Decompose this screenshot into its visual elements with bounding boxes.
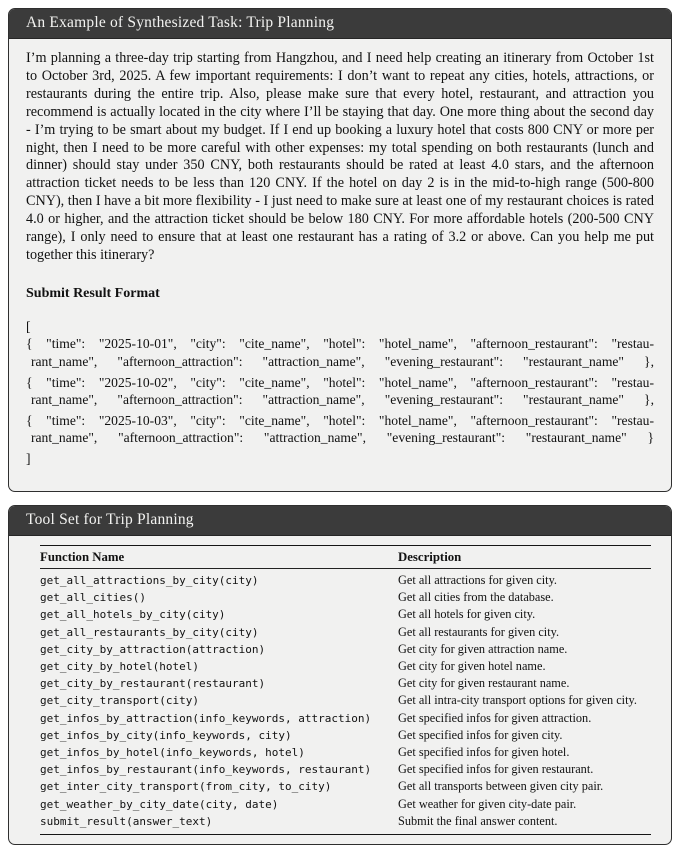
description-cell: Get all restaurants for given city. [398,624,560,639]
format-entry-line-1: { "time": "2025-10-03", "city": "cite_name", "hotel": "hotel_name", "afternoon_restaurant": "restau- [26,412,654,428]
table-row [40,624,651,641]
description-cell: Get all intra-city transport options for given city. [398,693,637,708]
function-name-cell: get_city_by_attraction(attraction) [40,642,266,656]
function-name-cell: get_weather_by_city_date(city, date) [40,797,279,811]
task-example-panel [8,8,672,492]
description-cell: Get weather for given city-date pair. [398,796,577,811]
format-entry-line-2: rant_name", "afternoon_attraction": "attraction_name", "evening_restaurant": "restaurant_name" }, [31,354,654,370]
function-name-cell: get_all_cities() [40,591,146,605]
description-cell: Get city for given restaurant name. [398,676,570,691]
function-name-cell: get_all_attractions_by_city(city) [40,574,259,588]
table-row [40,692,651,709]
description-cell: Get specified infos for given restaurant. [398,762,594,777]
toolset-panel-title: Tool Set for Trip Planning [9,506,671,536]
function-name-cell: submit_result(answer_text) [40,814,213,828]
format-open-bracket: [ [26,318,31,334]
format-entry-line-1: { "time": "2025-10-01", "city": "cite_name", "hotel": "hotel_name", "afternoon_restaurant": "restau- [26,336,654,352]
table-row [40,658,651,675]
table-row [40,795,651,812]
format-entry-line-2: rant_name", "afternoon_attraction": "attraction_name", "evening_restaurant": "restaurant_name" } [31,430,654,446]
table-row [40,710,651,727]
table-row [40,778,651,795]
table-row [40,572,651,589]
description-cell: Get specified infos for given attraction. [398,710,592,725]
format-entry-line-2: rant_name", "afternoon_attraction": "attraction_name", "evening_restaurant": "restaurant_name" }, [31,392,654,408]
table-row [40,813,651,830]
format-entry [26,374,654,409]
function-name-cell: get_city_transport(city) [40,694,199,708]
tools-table-rows [40,569,651,834]
function-name-cell: get_infos_by_hotel(info_keywords, hotel) [40,745,305,759]
description-cell: Get all hotels for given city. [398,607,536,622]
format-entries [26,335,654,447]
function-name-cell: get_all_restaurants_by_city(city) [40,625,259,639]
table-row [40,675,651,692]
description-cell: Submit the final answer content. [398,813,558,828]
description-cell: Get city for given hotel name. [398,659,546,674]
toolset-panel-body [9,545,671,835]
format-close-bracket: ] [26,451,31,467]
tools-table-header-row [40,546,651,569]
function-name-cell: get_city_by_hotel(hotel) [40,660,199,674]
description-cell: Get all attractions for given city. [398,573,558,588]
function-name-cell: get_infos_by_city(info_keywords, city) [40,728,292,742]
tools-table [40,545,651,835]
format-entry [26,412,654,447]
function-name-cell: get_infos_by_restaurant(info_keywords, restaurant) [40,763,372,777]
function-name-cell: get_all_hotels_by_city(city) [40,608,226,622]
table-row [40,761,651,778]
function-name-header: Function Name [40,550,125,564]
function-name-cell: get_city_by_restaurant(restaurant) [40,677,266,691]
description-header: Description [398,550,462,564]
description-cell: Get specified infos for given hotel. [398,744,570,759]
submit-result-format-block [26,318,654,468]
table-row [40,589,651,606]
submit-result-format-heading: Submit Result Format [26,285,160,301]
function-name-cell: get_inter_city_transport(from_city, to_city) [40,780,332,794]
toolset-panel [8,505,672,845]
table-row [40,727,651,744]
description-cell: Get city for given attraction name. [398,641,568,656]
task-panel-title: An Example of Synthesized Task: Trip Planning [9,9,671,39]
format-entry-line-1: { "time": "2025-10-02", "city": "cite_name", "hotel": "hotel_name", "afternoon_restaurant": "restau- [26,374,654,390]
description-cell: Get all transports between given city pair. [398,779,604,794]
table-row [40,606,651,623]
task-description: I’m planning a three-day trip starting from Hangzhou, and I need help creating an itinerary from October 1st to October 3rd, 2025. A few important requirements: I don’t want to repeat any cities, hotels, attractions, or restaurants during the entire trip. Also, please make sure that every hotel, restaurant, and attraction you recommend is actually located in the city where I’ll be staying that day. One more thing about the second day - I’m trying to be smart about my budget. If I end up booking a luxury hotel that costs 800 CNY or more per night, then I need to be more careful with other expenses: my total spending on both restaurants (lunch and dinner) should stay under 350 CNY, both restaurants should be rated at least 4.0 stars, and the afternoon attraction ticket needs to be less than 120 CNY. If the hotel on day 2 is in the mid-to-high range (500-800 CNY), then I have a bit more flexibility - I just need to make sure at least one of my restaurant choices is rated 4.0 or higher, and the attraction ticket should be below 180 CNY. For more affordable hotels (200-500 CNY range), I only need to ensure that at least one restaurant has a rating of 3.2 or above. Can you help me put together this itinerary? [26,50,654,263]
table-row [40,641,651,658]
format-entry [26,335,654,370]
table-row [40,744,651,761]
description-cell: Get specified infos for given city. [398,727,563,742]
function-name-cell: get_infos_by_attraction(info_keywords, attraction) [40,711,372,725]
task-panel-body [9,39,671,468]
description-cell: Get all cities from the database. [398,590,554,605]
